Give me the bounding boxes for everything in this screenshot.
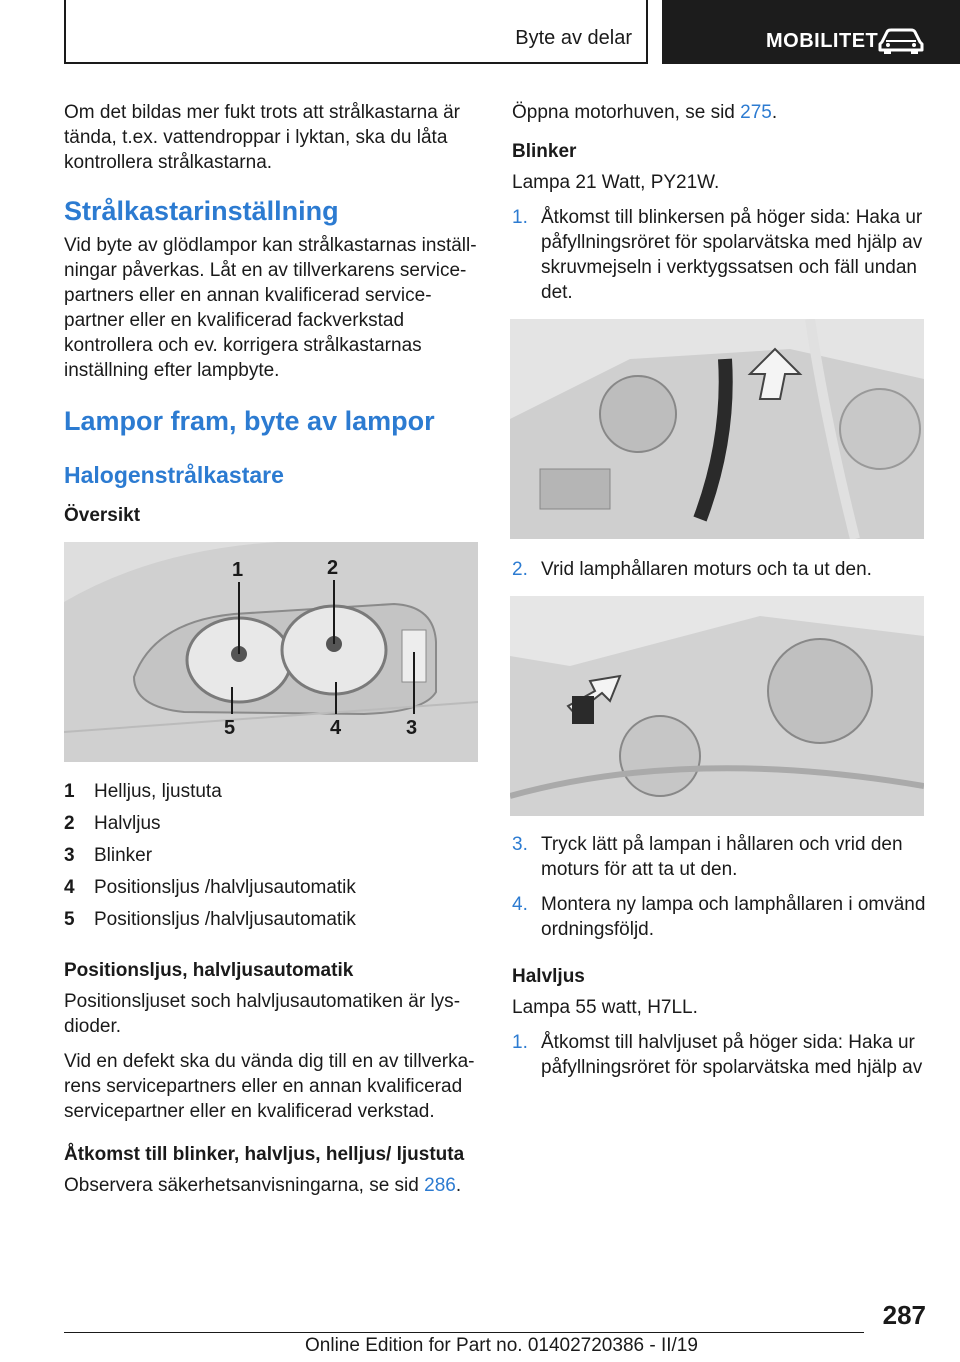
callout-5: 5 — [224, 717, 236, 739]
heading-low-beam: Halvljus — [512, 966, 585, 987]
car-icon — [878, 28, 924, 54]
footer-divider — [64, 1332, 864, 1333]
engine-bay-figure-1 — [510, 319, 924, 539]
intro-paragraph: Om det bildas mer fukt trots att strålkastarna är tända, t.ex. vattendroppar i lyktan, ska du låta kontrollera strålkastarna. — [64, 102, 460, 173]
engine-bay-illustration-1 — [510, 319, 924, 539]
adjustment-paragraph: Vid byte av glödlampor kan strålkastarnas inställningar påverkas. Låt en av tillverkarens servicepartners eller en annan kvalificerad servicepartner eller en kvalificerad fackverkstad kontrollera och ev. korrigera strålkastarnas inställning efter lampbyte. — [64, 235, 477, 381]
footer-edition: Online Edition for Part no. 01402720386 - II/19 — [305, 1335, 698, 1356]
blinker-steps-a — [512, 205, 926, 305]
access-paragraph: Observera säkerhetsanvisningarna, se sid 286. — [64, 1175, 462, 1196]
open-hood-paragraph: Öppna motorhuven, se sid 275. — [512, 102, 778, 123]
engine-bay-illustration-2 — [510, 596, 924, 816]
heading-overview: Översikt — [64, 505, 141, 526]
legend-item: 2 Halvljus — [64, 813, 161, 834]
step-item: 1. Åtkomst till halvljuset på höger sida: Haka ur påfyllningsröret för spolarvätska med hjälp av — [512, 1032, 923, 1078]
legend-item: 4 Positionsljus /halvljusautomatik — [64, 877, 356, 898]
chapter-title: MOBILITET — [766, 30, 879, 52]
callout-3: 3 — [406, 717, 418, 739]
step-item: 1. Åtkomst till blinkersen på höger sida: Haka ur påfyllningsröret för spolarvätska med hjälp av skruvmejseln i verktygssatsen och fäll undan det. — [512, 207, 923, 303]
step-item: 3. Tryck lätt på lampan i hållaren och vrid den moturs för att ta ut den. — [512, 834, 903, 880]
position-paragraph-1: Positionsljuset soch halvljusautomatiken är lysdioder. — [64, 991, 461, 1037]
heading-position-lights: Positionsljus, halvljusautomatik — [64, 960, 354, 981]
callout-4: 4 — [330, 717, 342, 739]
header-frame — [64, 0, 648, 64]
page-link-275[interactable]: 275 — [740, 102, 772, 123]
position-paragraph-2: Vid en defekt ska du vända dig till en av tillverkarens servicepartners eller en annan kvalificerad servicepartner eller en kvalificerad verkstad. — [64, 1051, 475, 1122]
heading-headlight-adjustment: Strålkastarinställning — [64, 196, 339, 226]
page-link-286[interactable]: 286 — [424, 1175, 456, 1196]
blinker-steps-b — [512, 557, 926, 582]
heading-front-lamps: Lampor fram, byte av lampor — [64, 406, 435, 436]
heading-access: Åtkomst till blinker, halvljus, helljus/ ljustuta — [64, 1144, 465, 1165]
legend-item: 5 Positionsljus /halvljusautomatik — [64, 909, 356, 930]
headlight-overview-figure — [64, 542, 478, 762]
page-number: 287 — [882, 1300, 926, 1330]
left-column — [64, 100, 478, 1208]
callout-1: 1 — [232, 559, 244, 581]
step-item: 2. Vrid lamphållaren moturs och ta ut den. — [512, 559, 872, 580]
low-beam-lamp-spec: Lampa 55 watt, H7LL. — [512, 997, 698, 1018]
legend-item: 3 Blinker — [64, 845, 153, 866]
legend-item: 1 Helljus, ljustuta — [64, 781, 222, 802]
step-item: 4. Montera ny lampa och lamphållaren i omvänd ordningsföljd. — [512, 894, 926, 940]
low-beam-steps — [512, 1030, 926, 1080]
section-title: Byte av delar — [515, 27, 632, 49]
heading-blinker: Blinker — [512, 141, 577, 162]
callout-2: 2 — [327, 557, 339, 579]
right-column — [512, 100, 926, 1094]
heading-halogen: Halogenstrålkastare — [64, 462, 284, 488]
blinker-steps-c — [512, 832, 926, 942]
blinker-lamp-spec: Lampa 21 Watt, PY21W. — [512, 172, 720, 193]
overview-legend — [64, 776, 478, 936]
engine-bay-figure-2 — [510, 596, 924, 816]
headlight-illustration — [64, 542, 478, 762]
